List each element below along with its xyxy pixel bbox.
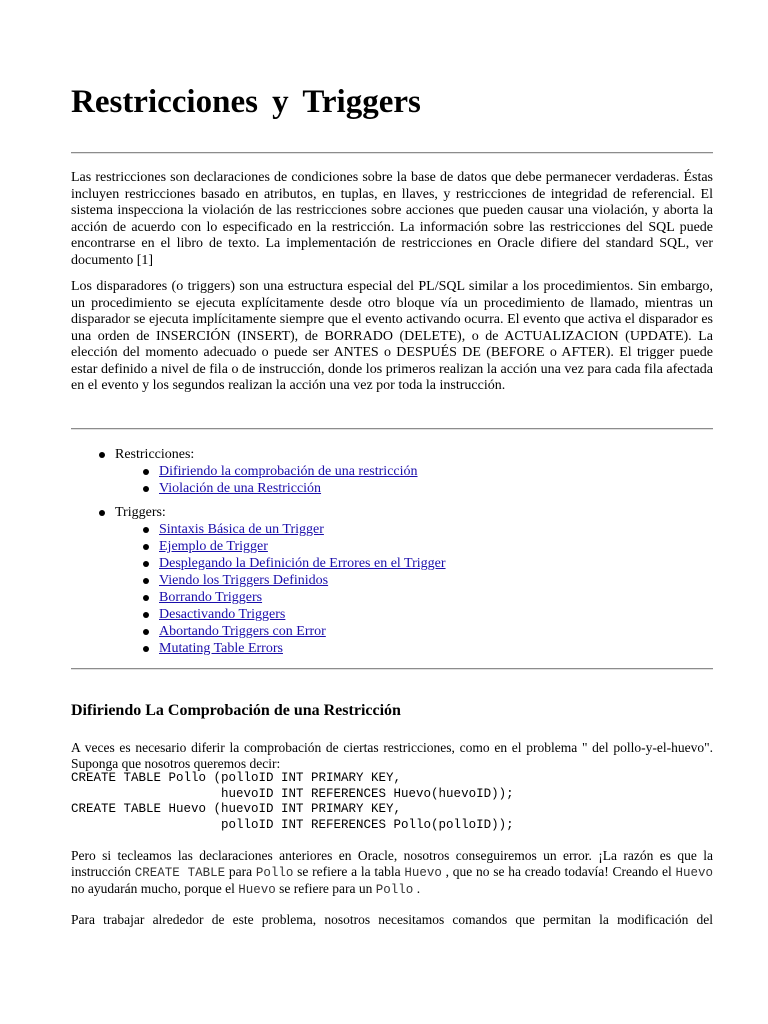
toc-item <box>159 640 675 657</box>
toc-link-borrando[interactable]: Borrando Triggers <box>159 590 263 605</box>
table-of-contents <box>115 446 675 657</box>
toc-link-ejemplo[interactable]: Ejemplo de Trigger <box>159 539 268 554</box>
toc-link-desactivando[interactable]: Desactivando Triggers <box>159 607 286 622</box>
toc-group-label: Triggers: <box>115 505 166 520</box>
bullet-icon <box>99 452 105 458</box>
text-fragment: se refiere a la tabla <box>293 864 405 879</box>
inline-code: Huevo <box>238 883 276 897</box>
toc-item <box>159 589 675 606</box>
bullet-icon <box>143 544 149 550</box>
toc-gap <box>115 497 675 504</box>
toc-link-mutating[interactable]: Mutating Table Errors <box>159 641 283 656</box>
divider-toc-top <box>71 428 713 430</box>
inline-code: Pollo <box>255 866 294 880</box>
toc-item <box>159 463 675 480</box>
bullet-icon <box>143 646 149 652</box>
text-fragment: . <box>413 881 421 896</box>
toc-item <box>159 538 675 555</box>
bullet-icon <box>143 612 149 618</box>
toc-item <box>159 623 675 640</box>
toc-sublist <box>115 521 675 657</box>
toc-sublist <box>115 463 675 497</box>
bullet-icon <box>143 595 149 601</box>
toc-link-violacion[interactable]: Violación de una Restricción <box>159 481 322 496</box>
bullet-icon <box>99 510 105 516</box>
toc-item <box>159 572 675 589</box>
bullet-icon <box>143 527 149 533</box>
toc-item <box>159 480 675 497</box>
toc-link-sintaxis[interactable]: Sintaxis Básica de un Trigger <box>159 522 324 537</box>
divider-top <box>71 152 713 154</box>
bullet-icon <box>143 469 149 475</box>
toc-item <box>159 555 675 572</box>
page-title: Restricciones y Triggers <box>71 84 421 120</box>
section1-paragraph-2 <box>71 848 713 898</box>
section1-paragraph-3: Para trabajar alrededor de este problema, nosotros necesitamos comandos que permitan la modificación del <box>71 912 713 927</box>
bullet-icon <box>143 561 149 567</box>
bullet-icon <box>143 578 149 584</box>
bullet-icon <box>143 629 149 635</box>
intro-paragraph-2: Los disparadores (o triggers) son una estructura especial del PL/SQL similar a los procedimientos. Sin embargo, un procedimiento se ejecuta explícitamente desde otro bloque vía un procedimiento de llamado, mientras un disparador se ejecuta implícitamente siempre que el evento activando ocurra. El evento que activa el disparador es una orden de INSERCIÓN (INSERT), de BORRADO (DELETE), o de ACTUALIZACION (UPDATE). La elección del momento adecuado o puede ser ANTES o DESPUÉS DE (BEFORE o AFTER). El trigger puede estar definido a nivel de fila o de instrucción, donde los primeros realizan la acción una vez para cada fila afectada en el evento y los segundos realizan la acción una vez por toda la instrucción. <box>71 279 713 393</box>
toc-item <box>159 606 675 623</box>
text-fragment: no ayudarán mucho, porque el <box>71 881 239 896</box>
toc-link-difiriendo[interactable]: Difiriendo la comprobación de una restricción <box>159 464 418 479</box>
toc-group-restricciones <box>115 446 675 497</box>
inline-code: Pollo <box>375 883 414 897</box>
divider-toc-bottom <box>71 668 713 670</box>
intro-paragraph-1: Las restricciones son declaraciones de condiciones sobre la base de datos que debe permanecer verdaderas. Éstas incluyen restricciones basado en atributos, en tuplas, en llaves, y restricciones de integridad de referencial. El sistema inspecciona la violación de las restricciones sobre acciones que pueden causar una violación, y aborta la acción de acuerdo con lo especificado en la restricción. La información sobre las restricciones del SQL puede encontrarse en el libro de texto. La implementación de restricciones en Oracle difiere del standard SQL, ver documento [1] <box>71 170 713 268</box>
section1-paragraph-1: A veces es necesario diferir la comprobación de ciertas restricciones, como en el problema " del pollo-y-el-huevo". Suponga que nosotros queremos decir: <box>71 740 713 771</box>
inline-code: Huevo <box>404 866 442 880</box>
inline-code: Huevo <box>675 866 714 880</box>
toc-link-desplegando[interactable]: Desplegando la Definición de Errores en el Trigger <box>159 556 446 571</box>
section-heading-difiriendo: Difiriendo La Comprobación de una Restricción <box>71 702 401 719</box>
bullet-icon <box>143 486 149 492</box>
toc-group-triggers <box>115 504 675 657</box>
text-fragment: se refiere para un <box>275 881 376 896</box>
text-fragment: Pero si tecleamos las declaraciones anteriores en Oracle, nosotros conseguiremos un error. ¡La razón es que la instrucción <box>71 848 713 879</box>
toc-item <box>159 521 675 538</box>
code-block-create-tables: CREATE TABLE Pollo (polloID INT PRIMARY KEY, huevoID INT REFERENCES Huevo(huevoID)); CREATE TABLE Huevo (huevoID INT PRIMARY KEY, polloID INT REFERENCES Pollo(polloID)); <box>71 771 514 833</box>
text-fragment: , que no se ha creado todavía! Creando el <box>441 864 676 879</box>
inline-code: CREATE TABLE <box>134 866 226 880</box>
toc-group-label: Restricciones: <box>115 447 195 462</box>
toc-link-abortando[interactable]: Abortando Triggers con Error <box>159 624 326 639</box>
toc-link-viendo[interactable]: Viendo los Triggers Definidos <box>159 573 329 588</box>
text-fragment: para <box>225 864 256 879</box>
